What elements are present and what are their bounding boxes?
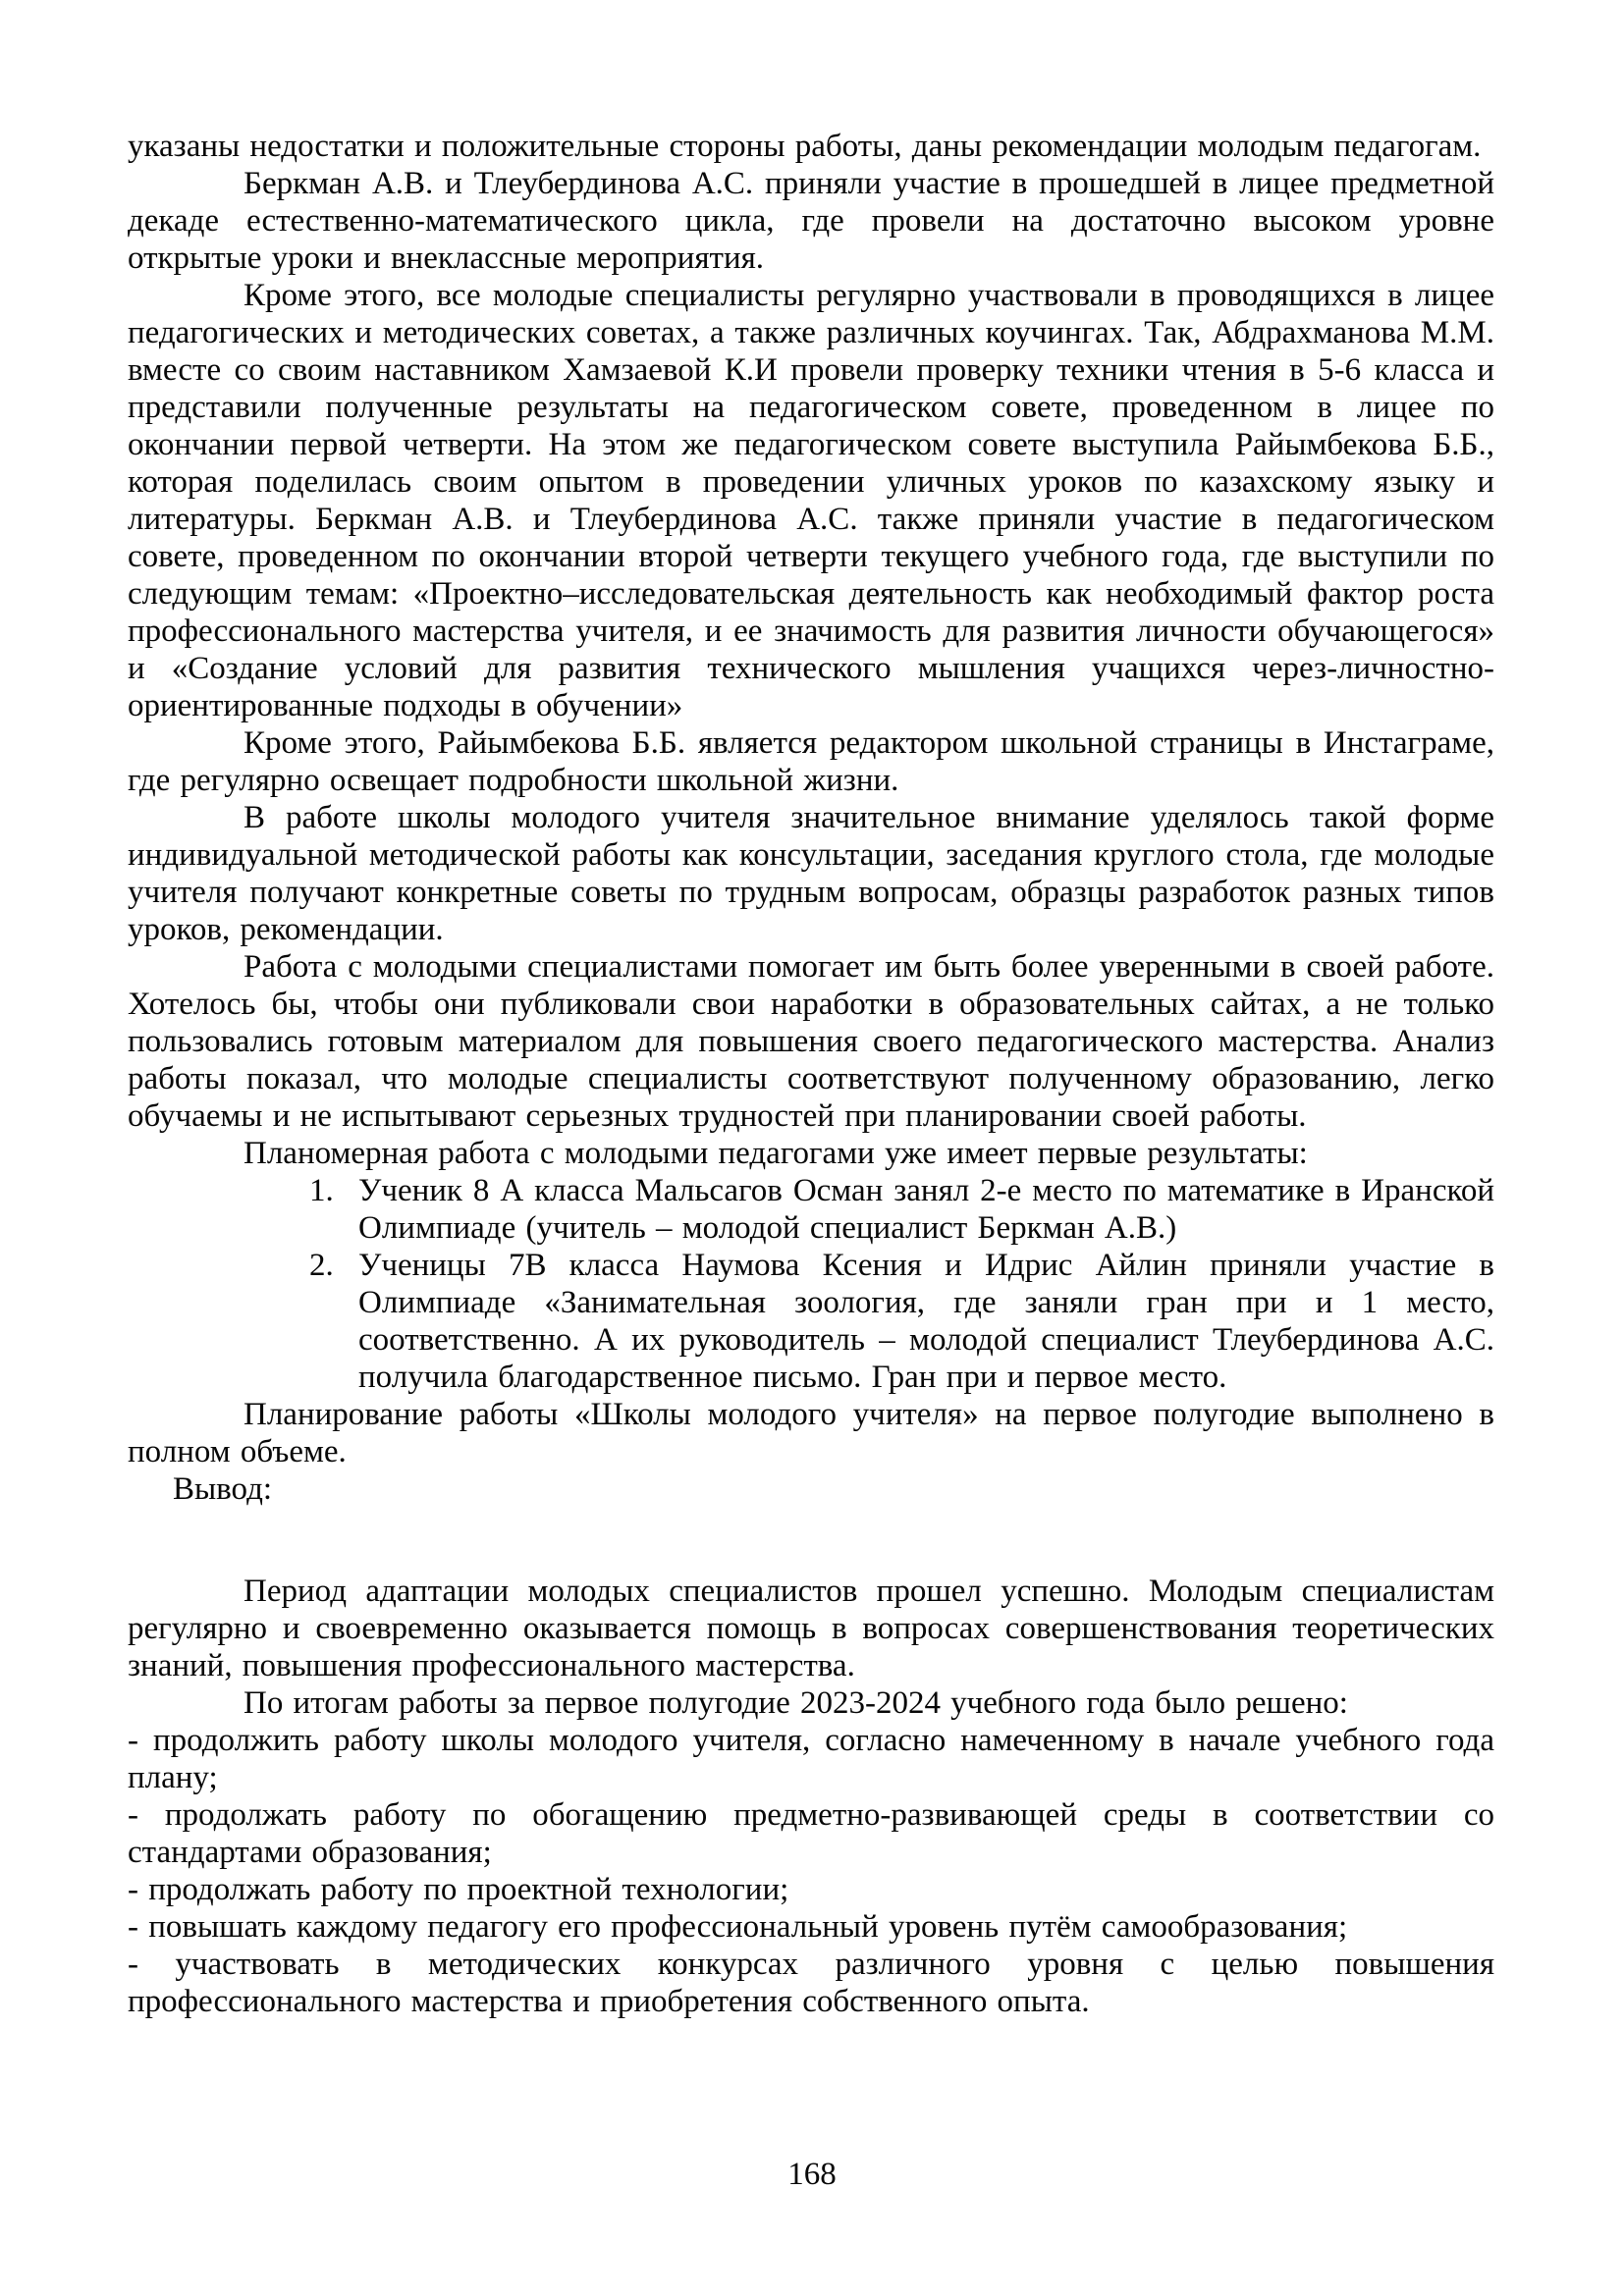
- numbered-list-item: [128, 1247, 1494, 1396]
- dash-list-item: - продолжать работу по обогащению предметно-развивающей среды в соответствии со стандартами образования;: [128, 1797, 1494, 1870]
- paragraph: Кроме этого, все молодые специалисты регулярно участвовали в проводящихся в лицее педагогических и методических советах, а также различных коучингах. Так, Абдрахманова М.М. вместе со своим наставником Хамзаевой К.И провели проверку техники чтения в 5-6 класса и представили полученные результаты на педагогическом совете, проведенном в лицее по окончании первой четверти. На этом же педагогическом совете выступила Райымбекова Б.Б., которая поделилась своим опытом в проведении уличных уроков по казахскому языку и литературы. Беркман А.В. и Тлеубердинова А.С. также приняли участие в педагогическом совете, проведенном по окончании второй четверти текущего учебного года, где выступили по следующим темам: «Проектно–исследовательская деятельность как необходимый фактор роста профессионального мастерства учителя, и ее значимость для развития личности обучающегося» и «Создание условий для развития технического мышления учащихся через-личностно-ориентированные подходы в обучении»: [128, 278, 1494, 723]
- paragraph-continuation: указаны недостатки и положительные стороны работы, даны рекомендации молодым педагогам.: [128, 129, 1482, 164]
- list-item-number: 2.: [309, 1248, 334, 1283]
- paragraph: Кроме этого, Райымбекова Б.Б. является редактором школьной страницы в Инстаграме, где регулярно освещает подробности школьной жизни.: [128, 725, 1494, 798]
- paragraph: Период адаптации молодых специалистов прошел успешно. Молодым специалистам регулярно и своевременно оказывается помощь в вопросах совершенствования теоретических знаний, повышения профессионального мастерства.: [128, 1574, 1494, 1683]
- list-item-number: 1.: [309, 1173, 334, 1208]
- paragraph: Планомерная работа с молодыми педагогами уже имеет первые результаты:: [244, 1136, 1308, 1171]
- dash-list-item: - продолжать работу по проектной технологии;: [128, 1872, 789, 1907]
- list-item-text: Ученицы 7В класса Наумова Ксения и Идрис Айлин приняли участие в Олимпиаде «Занимательная зоология, где заняли гран при и 1 место, соответственно. А их руководитель – молодой специалист Тлеубердинова А.С. получила благодарственное письмо. Гран при и первое место.: [358, 1248, 1494, 1395]
- dash-list-item: - участвовать в методических конкурсах различного уровня с целью повышения профессионального мастерства и приобретения собственного опыта.: [128, 1947, 1494, 2019]
- text-block: [128, 128, 1494, 2020]
- paragraph: В работе школы молодого учителя значительное внимание уделялось такой форме индивидуальной методической работы как консультации, заседания круглого стола, где молодые учителя получают конкретные советы по трудным вопросам, образцы разработок разных типов уроков, рекомендации.: [128, 800, 1494, 947]
- paragraph: Беркман А.В. и Тлеубердинова А.С. приняли участие в прошедшей в лицее предметной декаде естественно-математического цикла, где провели на достаточно высоком уровне открытые уроки и внеклассные мероприятия.: [128, 166, 1494, 276]
- numbered-list-item: [128, 1172, 1494, 1247]
- paragraph: По итогам работы за первое полугодие 2023-2024 учебного года было решено:: [244, 1685, 1348, 1721]
- dash-list-item: - повышать каждому педагогу его профессиональный уровень путём самообразования;: [128, 1909, 1348, 1945]
- dash-list-item: - продолжить работу школы молодого учителя, согласно намеченному в начале учебного года плану;: [128, 1723, 1494, 1795]
- paragraph: Работа с молодыми специалистами помогает им быть более уверенными в своей работе. Хотелось бы, чтобы они публиковали свои наработки в образовательных сайтах, а не только пользовались готовым материалом для повышения своего педагогического мастерства. Анализ работы показал, что молодые специалисты соответствуют полученному образованию, легко обучаемы и не испытывают серьезных трудностей при планировании своей работы.: [128, 949, 1494, 1134]
- page-number: 168: [787, 2157, 837, 2192]
- conclusion-label: Вывод:: [173, 1471, 273, 1507]
- list-item-text: Ученик 8 А класса Мальсагов Осман занял 2-е место по математике в Иранской Олимпиаде (учитель – молодой специалист Беркман А.В.): [358, 1173, 1494, 1246]
- paragraph: Планирование работы «Школы молодого учителя» на первое полугодие выполнено в полном объеме.: [128, 1397, 1494, 1469]
